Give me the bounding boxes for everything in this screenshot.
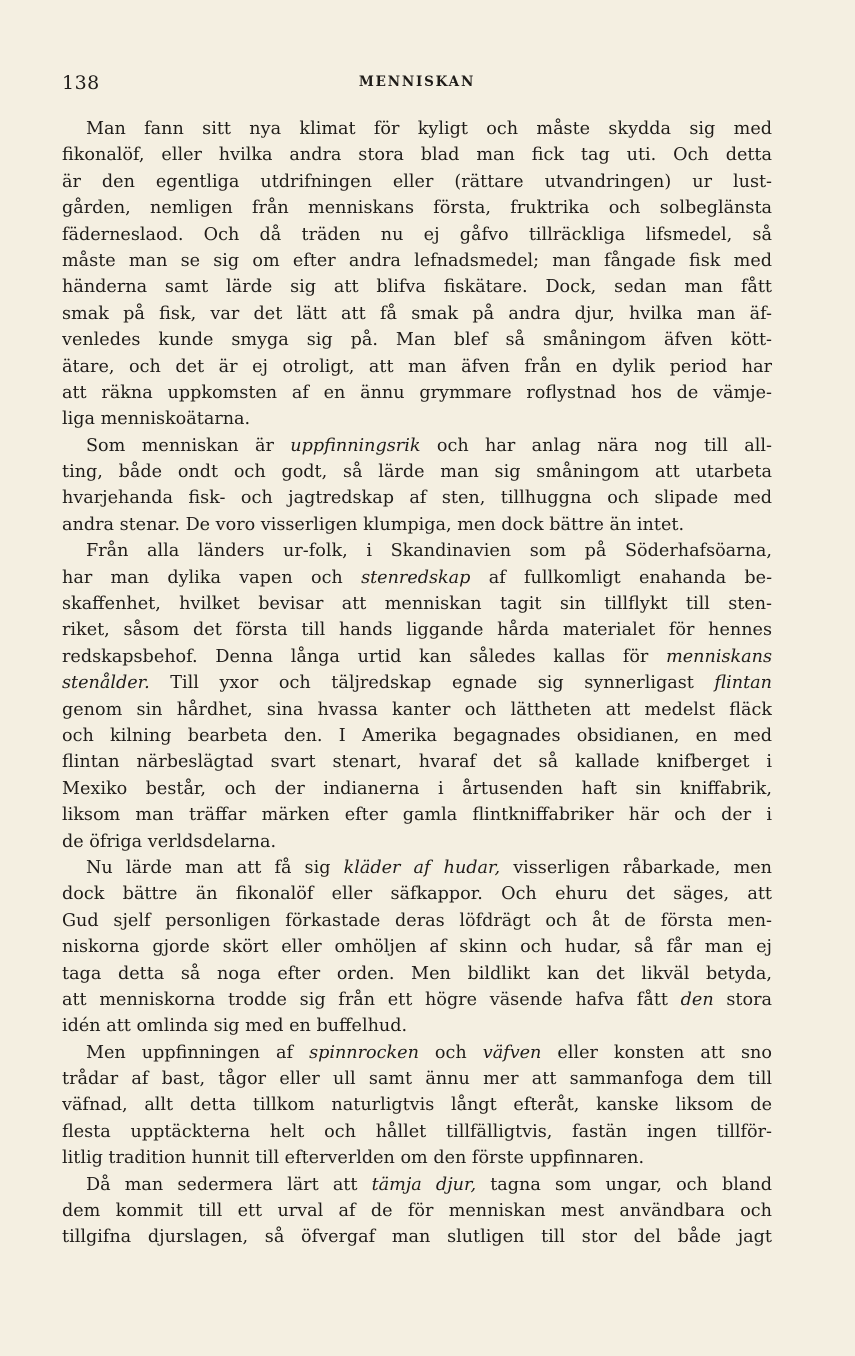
text-line	[62, 1224, 772, 1250]
text-line	[62, 934, 772, 960]
text-run: och	[418, 1042, 483, 1063]
text-run: redskapsbehof. Denna långa urtid kan således kallas för	[62, 646, 667, 667]
page-header	[62, 72, 772, 98]
text-run: dem kommit till ett urval af de för menniskan mest användbara och	[62, 1201, 772, 1222]
text-line	[62, 987, 772, 1013]
text-run: och kilning bearbeta den. I Amerika begagnades obsidianen, en med	[62, 725, 772, 746]
text-line	[62, 195, 772, 221]
emphasis-text: uppfinningsrik	[290, 435, 421, 456]
text-run: de öfriga verldsdelarna.	[62, 831, 277, 852]
text-run: har man dylika vapen och	[62, 567, 362, 588]
text-line	[62, 248, 772, 274]
text-line	[62, 327, 772, 353]
text-line	[62, 776, 772, 802]
paragraph	[62, 855, 772, 1040]
body-text	[62, 116, 772, 1251]
text-run: fäderneslaod. Och då träden nu ej gåfvo tillräckliga lifsmedel, så	[62, 224, 772, 245]
text-run: taga detta så noga efter orden. Men bildlikt kan det likväl betyda,	[62, 963, 772, 984]
text-line	[62, 1092, 772, 1118]
text-line	[62, 406, 772, 432]
emphasis-text: stenredskap	[361, 567, 471, 588]
text-run: och har anlag nära nog till all-	[420, 435, 772, 456]
text-run: idén att omlinda sig med en buffelhud.	[62, 1016, 408, 1037]
page-number: 138	[62, 72, 100, 94]
text-run: smak på fisk, var det lätt att få smak på andra djur, hvilka man äf-	[62, 303, 772, 324]
text-line	[62, 1013, 772, 1039]
paragraph	[62, 538, 772, 855]
text-line	[62, 855, 772, 881]
text-run: riket, såsom det första till hands liggande hårda materialet för hennes	[62, 620, 772, 641]
text-run: Men uppfinningen af	[86, 1042, 310, 1063]
text-line	[62, 1172, 772, 1198]
text-line	[62, 116, 772, 142]
text-line	[62, 1198, 772, 1224]
text-line	[62, 142, 772, 168]
text-run: af fullkomligt enahanda be-	[470, 567, 772, 588]
text-run: liga menniskoätarna.	[62, 409, 251, 430]
text-line	[62, 749, 772, 775]
text-run: hvarjehanda fisk- och jagtredskap af sten, tillhuggna och slipade med	[62, 488, 772, 509]
emphasis-text: kläder af hudar,	[343, 857, 501, 878]
text-run: måste man se sig om efter andra lefnadsmedel; man fångade fisk med	[62, 250, 772, 271]
text-line	[62, 617, 772, 643]
text-line	[62, 591, 772, 617]
paragraph	[62, 433, 772, 539]
text-run: trådar af bast, tågor eller ull samt ännu mer att sammanfoga dem till	[62, 1069, 772, 1090]
text-line	[62, 222, 772, 248]
text-line	[62, 459, 772, 485]
text-run: att menniskorna trodde sig från ett högre väsende hafva fått	[62, 989, 681, 1010]
text-run: ätare, och det är ej otroligt, att man äfven från en dylik period har	[62, 356, 772, 377]
text-run: genom sin hårdhet, sina hvassa kanter och lättheten att medelst fläck	[62, 699, 772, 720]
text-line	[62, 1066, 772, 1092]
text-run: flesta upptäckterna helt och hållet tillfälligtvis, fastän ingen tillför-	[62, 1121, 772, 1142]
text-run: Mexiko består, och der indianerna i årtusenden haft sin kniffabrik,	[62, 778, 772, 799]
text-line	[62, 274, 772, 300]
emphasis-text: spinnrocken	[309, 1042, 419, 1063]
text-line	[62, 723, 772, 749]
paragraph	[62, 1040, 772, 1172]
text-line	[62, 512, 772, 538]
text-run: är den egentliga utdrifningen eller (rättare utvandringen) ur lust-	[62, 171, 772, 192]
emphasis-text: menniskans	[666, 646, 772, 667]
text-run: Gud sjelf personligen förkastade deras löfdrägt och åt de första men-	[62, 910, 772, 931]
text-line	[62, 670, 772, 696]
text-run: visserligen råbarkade, men	[500, 857, 772, 878]
text-run: Som menniskan är	[86, 435, 291, 456]
text-run: att räkna uppkomsten af en ännu grymmare roflystnad hos de vämje-	[62, 382, 772, 403]
text-line	[62, 538, 772, 564]
text-run: venledes kunde smyga sig på. Man blef så småningom äfven kött-	[62, 330, 772, 351]
text-line	[62, 301, 772, 327]
text-line	[62, 1145, 772, 1171]
text-run: Från alla länders ur-folk, i Skandinavien som på Söderhafsöarna,	[86, 541, 772, 562]
running-title: MENNISKAN	[358, 74, 476, 90]
paragraph	[62, 1172, 772, 1251]
text-run: flintan närbeslägtad svart stenart, hvaraf det så kallade knifberget i	[62, 752, 772, 773]
text-line	[62, 644, 772, 670]
text-run: väfnad, allt detta tillkom naturligtvis långt efteråt, kanske liksom de	[62, 1095, 772, 1116]
emphasis-text: stenålder.	[62, 673, 150, 694]
text-run: gården, nemligen från menniskans första, fruktrika och solbeglänsta	[62, 198, 772, 219]
text-run: tillgifna djurslagen, så öfvergaf man slutligen till stor del både jagt	[62, 1227, 772, 1248]
text-line	[62, 802, 772, 828]
text-line	[62, 433, 772, 459]
text-line	[62, 908, 772, 934]
text-line	[62, 1119, 772, 1145]
emphasis-text: flintan	[714, 673, 772, 694]
paragraph	[62, 116, 772, 433]
text-line	[62, 1040, 772, 1066]
text-run: ting, både ondt och godt, så lärde man sig småningom att utarbeta	[62, 462, 772, 483]
text-run: liksom man träffar märken efter gamla flintkniffabriker här och der i	[62, 805, 772, 826]
text-run: niskorna gjorde skört eller omhöljen af skinn och hudar, så får man ej	[62, 937, 772, 958]
text-run: eller konsten att sno	[541, 1042, 772, 1063]
emphasis-text: tämja djur,	[371, 1174, 477, 1195]
text-run: händerna samt lärde sig att blifva fiskätare. Dock, sedan man fått	[62, 277, 772, 298]
emphasis-text: den	[680, 989, 714, 1010]
text-run: Till yxor och täljredskap egnade sig synnerligast	[149, 673, 715, 694]
text-line	[62, 169, 772, 195]
text-run: Man fann sitt nya klimat för kyligt och måste skydda sig med	[86, 119, 772, 139]
text-line	[62, 829, 772, 855]
text-run: fikonalöf, eller hvilka andra stora blad man fick tag uti. Och detta	[62, 145, 772, 166]
text-line	[62, 961, 772, 987]
text-run: andra stenar. De voro visserligen klumpiga, men dock bättre än intet.	[62, 514, 685, 535]
text-line	[62, 881, 772, 907]
text-line	[62, 380, 772, 406]
text-line	[62, 354, 772, 380]
text-line	[62, 565, 772, 591]
text-run: Nu lärde man att få sig	[86, 857, 344, 878]
text-run: dock bättre än fikonalöf eller säfkappor. Och ehuru det säges, att	[62, 884, 772, 905]
text-run: tagna som ungar, och bland	[476, 1174, 772, 1195]
emphasis-text: väfven	[482, 1042, 542, 1063]
text-line	[62, 485, 772, 511]
text-line	[62, 697, 772, 723]
text-run: skaffenhet, hvilket bevisar att menniskan tagit sin tillflykt till sten-	[62, 594, 772, 615]
text-run: stora	[713, 989, 772, 1010]
text-run: Då man sedermera lärt att	[86, 1174, 372, 1195]
text-run: litlig tradition hunnit till efterverlden om den förste uppfinnaren.	[62, 1148, 645, 1169]
